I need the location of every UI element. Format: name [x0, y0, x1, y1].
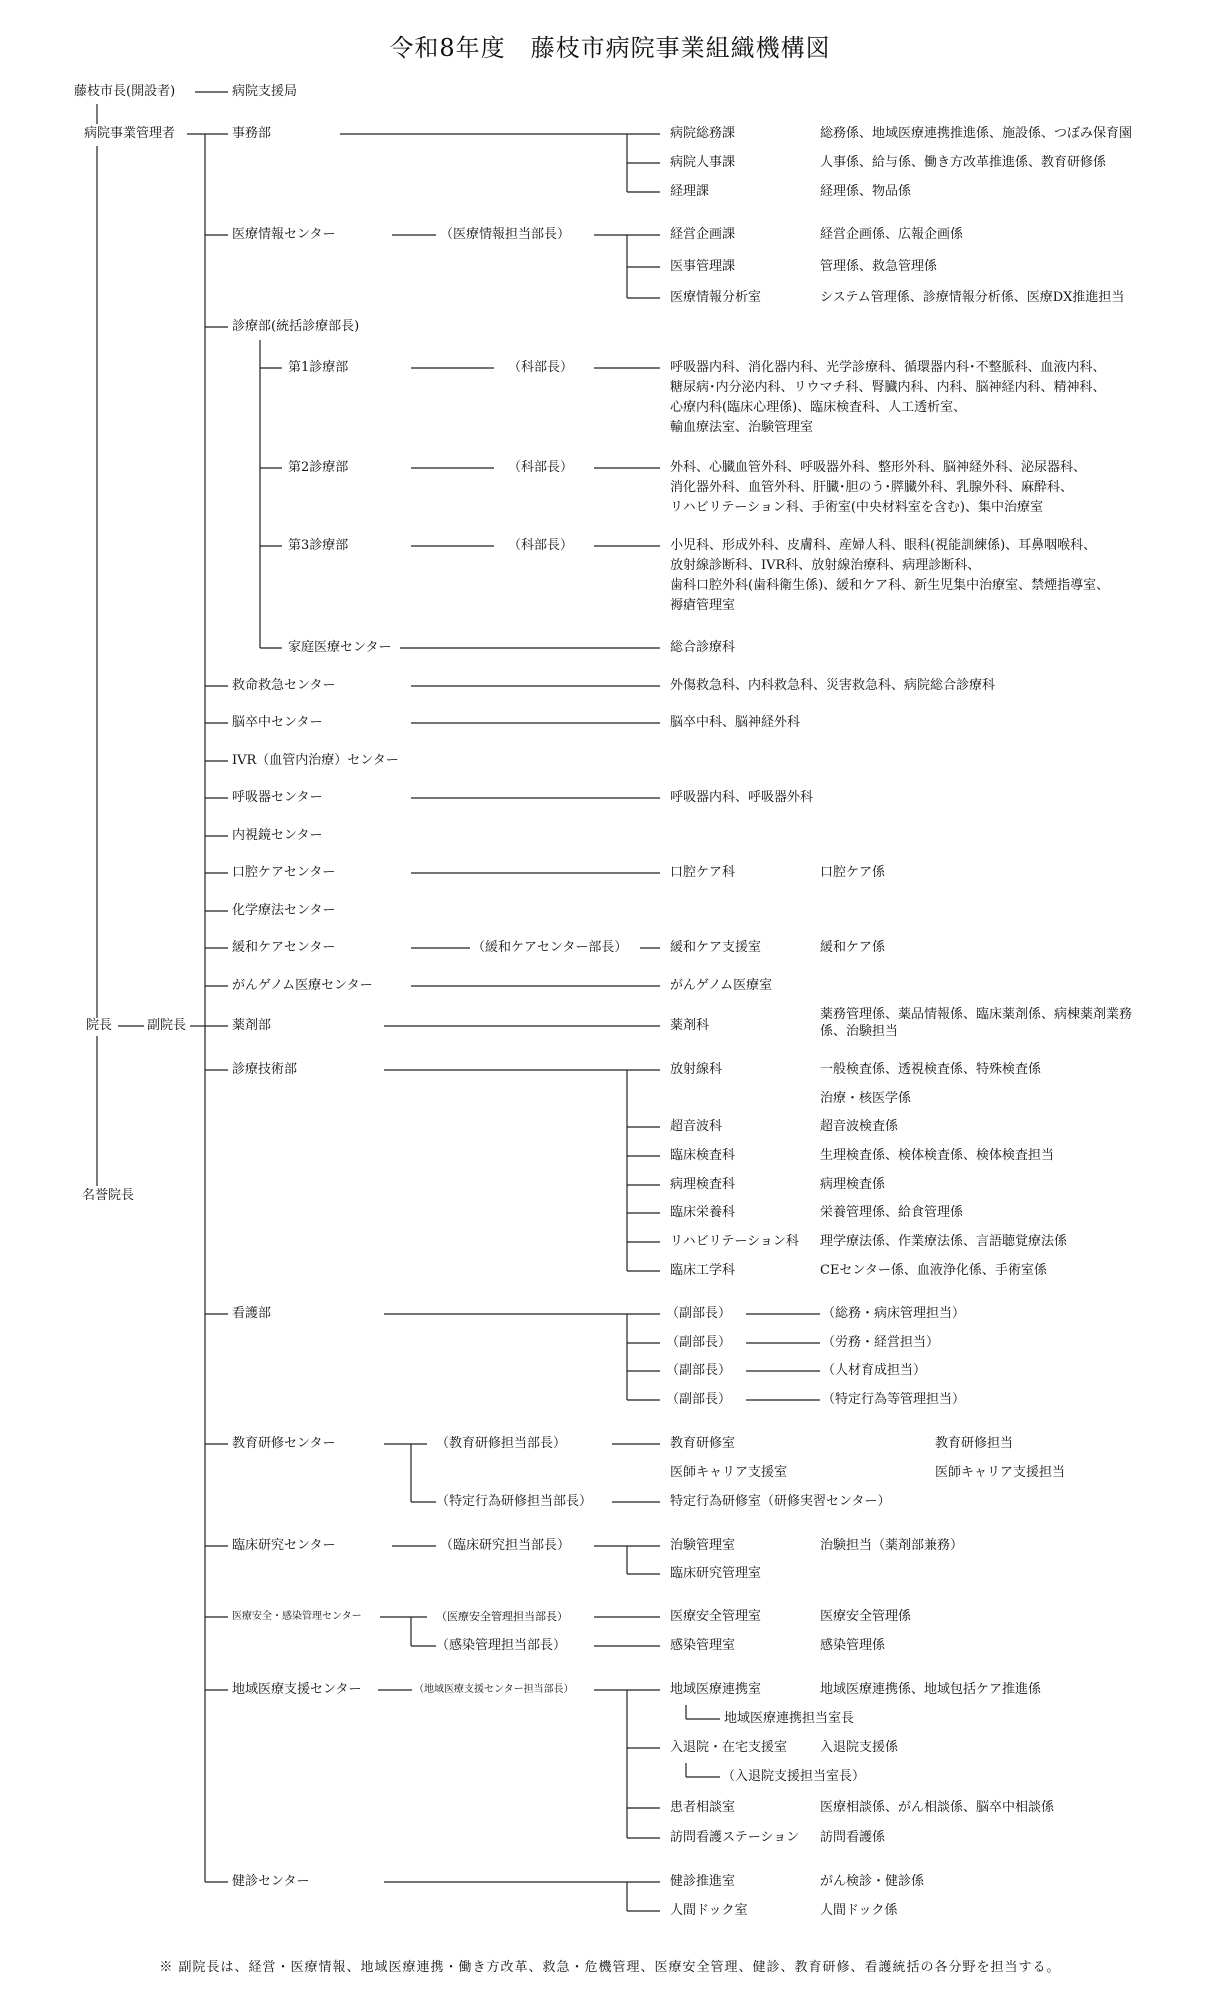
research-section-units: 治験担当（薬剤部兼務） — [820, 1538, 964, 1553]
center-units: 口腔ケア係 — [820, 865, 886, 880]
clinical-division: 家庭医療センター — [288, 640, 392, 655]
education-section-name: 教育研修室 — [670, 1436, 736, 1451]
tech-section-units: 栄養管理係、給食管理係 — [820, 1205, 964, 1220]
tech-section-name: 臨床栄養科 — [670, 1205, 736, 1220]
admin-section-units: 人事係、給与係、働き方改革推進係、教育研修係 — [820, 155, 1107, 170]
pharmacy-dept: 薬剤部 — [232, 1018, 272, 1033]
education-head: （教育研修担当部長） — [436, 1436, 567, 1451]
center-name: 呼吸器センター — [232, 790, 323, 805]
education-section-units: 医師キャリア支援担当 — [935, 1465, 1066, 1480]
tech-section-units: CEセンター係、血液浄化係、手術室係 — [820, 1263, 1047, 1278]
tech-section-name: 病理検査科 — [670, 1177, 736, 1192]
admin-section-name: 病院人事課 — [670, 155, 736, 170]
info-center-head: （医療情報担当部長） — [440, 227, 571, 242]
education-section-units: 教育研修担当 — [935, 1436, 1014, 1451]
research-center: 臨床研究センター — [232, 1538, 336, 1553]
nursing-dept: 看護部 — [232, 1306, 272, 1321]
info-section-units: 経営企画係、広報企画係 — [820, 227, 964, 242]
admin-dept: 事務部 — [232, 126, 272, 141]
research-section-name: 治験管理室 — [670, 1538, 736, 1553]
honorary-director-box: 名誉院長 — [82, 1188, 135, 1203]
footnote: ※ 副院長は、経営・医療情報、地域医療連携・働き方改革、救急・危機管理、医療安全管理、健診、教育研修、看護統括の各分野を担当する。 — [159, 1960, 1061, 1975]
safety-section-name: 感染管理室 — [670, 1638, 736, 1653]
center-dept: がんゲノム医療室 — [670, 978, 773, 993]
center-name: 救命救急センター — [232, 678, 336, 693]
center-name: IVR（血管内治療）センター — [232, 753, 399, 768]
regional-section-units: 入退院支援係 — [820, 1740, 899, 1755]
safety-section-name: 医療安全管理室 — [670, 1609, 762, 1624]
center-dept: 呼吸器内科、呼吸器外科 — [670, 790, 814, 805]
regional-head: （地域医療支援センター担当部長） — [414, 1684, 574, 1695]
regional-section-name: 地域医療連携室 — [670, 1682, 762, 1697]
clinical-dept: 診療部(統括診療部長) — [232, 319, 360, 334]
nursing-deputy-title: （副部長） — [666, 1392, 732, 1407]
clinical-division: 第1診療部 — [288, 360, 349, 375]
clinical-division-depts: 外科、心臓血管外科、呼吸器外科、整形外科、脳神経外科、泌尿器科、 消化器外科、血管外科、肝臓･胆のう･膵臓外科、乳腺外科、麻酔科、 リハビリテーション科、手術室(中央材料室を含む)、集中治療室 — [670, 460, 1087, 515]
vice-director-box: 副院長 — [147, 1018, 187, 1033]
tech-section-units: 超音波検査係 — [820, 1119, 899, 1134]
info-section-name: 医療情報分析室 — [670, 290, 762, 305]
tech-section-units: 病理検査係 — [820, 1177, 886, 1192]
health-center: 健診センター — [232, 1874, 310, 1889]
center-name: 化学療法センター — [232, 903, 336, 918]
pharmacy-section: 薬剤科 — [670, 1018, 710, 1033]
manager-box: 病院事業管理者 — [84, 126, 176, 141]
nursing-deputy-title: （副部長） — [666, 1335, 732, 1350]
tech-section-name: 臨床工学科 — [670, 1263, 736, 1278]
tech-section-units: 理学療法係、作業療法係、言語聴覚療法係 — [820, 1234, 1068, 1249]
research-section-name: 臨床研究管理室 — [670, 1566, 762, 1581]
admin-section-name: 経理課 — [670, 184, 710, 199]
health-section-units: 人間ドック係 — [820, 1903, 898, 1918]
clinical-division-head: （科部長） — [508, 360, 574, 375]
center-dept: 口腔ケア科 — [670, 865, 736, 880]
tech-section-name: 放射線科 — [670, 1062, 723, 1077]
clinical-division-depts: 小児科、形成外科、皮膚科、産婦人科、眼科(視能訓練係)、耳鼻咽喉科、 放射線診断科、IVR科、放射線治療科、病理診断科、 歯科口腔外科(歯科衛生係)、緩和ケア科、新生児集中治療室、禁煙指導室、 褥瘡管理室 — [670, 538, 1110, 613]
clinical-division-depts: 総合診療科 — [670, 640, 736, 655]
mayor-box: 藤枝市長(開設者) — [74, 84, 176, 99]
health-section-units: がん検診・健診係 — [820, 1874, 925, 1889]
clinical-division-head: （科部長） — [508, 460, 574, 475]
regional-section-name: 入退院・在宅支援室 — [670, 1740, 788, 1755]
tech-section-units: 治療・核医学係 — [820, 1091, 912, 1106]
health-section-name: 人間ドック室 — [670, 1903, 748, 1918]
education-head: （特定行為研修担当部長） — [436, 1494, 593, 1509]
safety-section-units: 感染管理係 — [820, 1638, 886, 1653]
center-name: 脳卒中センター — [232, 715, 323, 730]
info-section-name: 医事管理課 — [670, 259, 736, 274]
nursing-deputy-role: （労務・経営担当） — [822, 1335, 940, 1350]
info-section-units: システム管理係、診療情報分析係、医療DX推進担当 — [820, 290, 1125, 305]
center-units: 緩和ケア係 — [820, 940, 886, 955]
regional-section-units: 訪問看護係 — [820, 1830, 886, 1845]
regional-section-sub: （入退院支援担当室長） — [722, 1769, 866, 1784]
nursing-deputy-role: （総務・病床管理担当） — [822, 1306, 966, 1321]
safety-head: （医療安全管理担当部長） — [436, 1610, 568, 1623]
chart-title: 令和8年度 藤枝市病院事業組織機構図 — [389, 34, 831, 62]
admin-section-name: 病院総務課 — [670, 126, 736, 141]
info-center: 医療情報センター — [232, 227, 336, 242]
regional-section-sub: 地域医療連携担当室長 — [724, 1711, 855, 1726]
pharmacy-units: 薬務管理係、薬品情報係、臨床薬剤係、病棟薬剤業務 係、治験担当 — [820, 1007, 1133, 1039]
tech-section-units: 一般検査係、透視検査係、特殊検査係 — [820, 1062, 1042, 1077]
tech-section-units: 生理検査係、検体検査係、検体検査担当 — [820, 1148, 1055, 1163]
safety-section-units: 医療安全管理係 — [820, 1609, 912, 1624]
center-dept: 脳卒中科、脳神経外科 — [670, 715, 801, 730]
nursing-deputy-role: （特定行為等管理担当） — [822, 1392, 966, 1407]
nursing-deputy-role: （人材育成担当） — [822, 1363, 927, 1378]
tech-section-name: リハビリテーション科 — [670, 1234, 799, 1249]
regional-section-units: 医療相談係、がん相談係、脳卒中相談係 — [820, 1800, 1055, 1815]
health-section-name: 健診推進室 — [670, 1874, 736, 1889]
center-name: 緩和ケアセンター — [232, 940, 336, 955]
education-section-name: 医師キャリア支援室 — [670, 1465, 788, 1480]
safety-head: （感染管理担当部長） — [436, 1638, 567, 1653]
nursing-deputy-title: （副部長） — [666, 1363, 732, 1378]
tech-dept: 診療技術部 — [232, 1062, 298, 1077]
director-box: 院長 — [86, 1018, 113, 1033]
education-center: 教育研修センター — [232, 1436, 336, 1451]
safety-center: 医療安全・感染管理センター — [232, 1611, 362, 1622]
research-head: （臨床研究担当部長） — [440, 1538, 571, 1553]
clinical-division: 第3診療部 — [288, 538, 349, 553]
center-head: （緩和ケアセンター部長） — [472, 940, 628, 955]
center-name: 内視鏡センター — [232, 828, 323, 843]
regional-center: 地域医療支援センター — [232, 1682, 362, 1697]
regional-section-name: 訪問看護ステーション — [670, 1830, 800, 1845]
tech-section-name: 臨床検査科 — [670, 1148, 736, 1163]
regional-section-name: 患者相談室 — [670, 1800, 736, 1815]
center-dept: 外傷救急科、内科救急科、災害救急科、病院総合診療科 — [670, 678, 996, 693]
clinical-division: 第2診療部 — [288, 460, 349, 475]
tech-section-name: 超音波科 — [670, 1119, 723, 1134]
center-name: 口腔ケアセンター — [232, 865, 336, 880]
nursing-deputy-title: （副部長） — [666, 1306, 732, 1321]
admin-section-units: 総務係、地域医療連携推進係、施設係、つぼみ保育園 — [820, 126, 1133, 141]
support-bureau-box: 病院支援局 — [232, 84, 298, 99]
admin-section-units: 経理係、物品係 — [820, 184, 912, 199]
center-dept: 緩和ケア支援室 — [670, 940, 762, 955]
regional-section-units: 地域医療連携係、地域包括ケア推進係 — [820, 1682, 1042, 1697]
info-section-name: 経営企画課 — [670, 227, 736, 242]
info-section-units: 管理係、救急管理係 — [820, 259, 938, 274]
education-section-name: 特定行為研修室（研修実習センター） — [670, 1494, 891, 1509]
clinical-division-depts: 呼吸器内科、消化器内科、光学診療科、循環器内科･不整脈科、血液内科、 糖尿病･内分泌内科、リウマチ科、腎臓内科、内科、脳神経内科、精神科、 心療内科(臨床心理係)、臨床検査科、人工透析室、 輸血療法室、治験管理室 — [670, 360, 1106, 435]
clinical-division-head: （科部長） — [508, 538, 574, 553]
center-name: がんゲノム医療センター — [232, 978, 373, 993]
